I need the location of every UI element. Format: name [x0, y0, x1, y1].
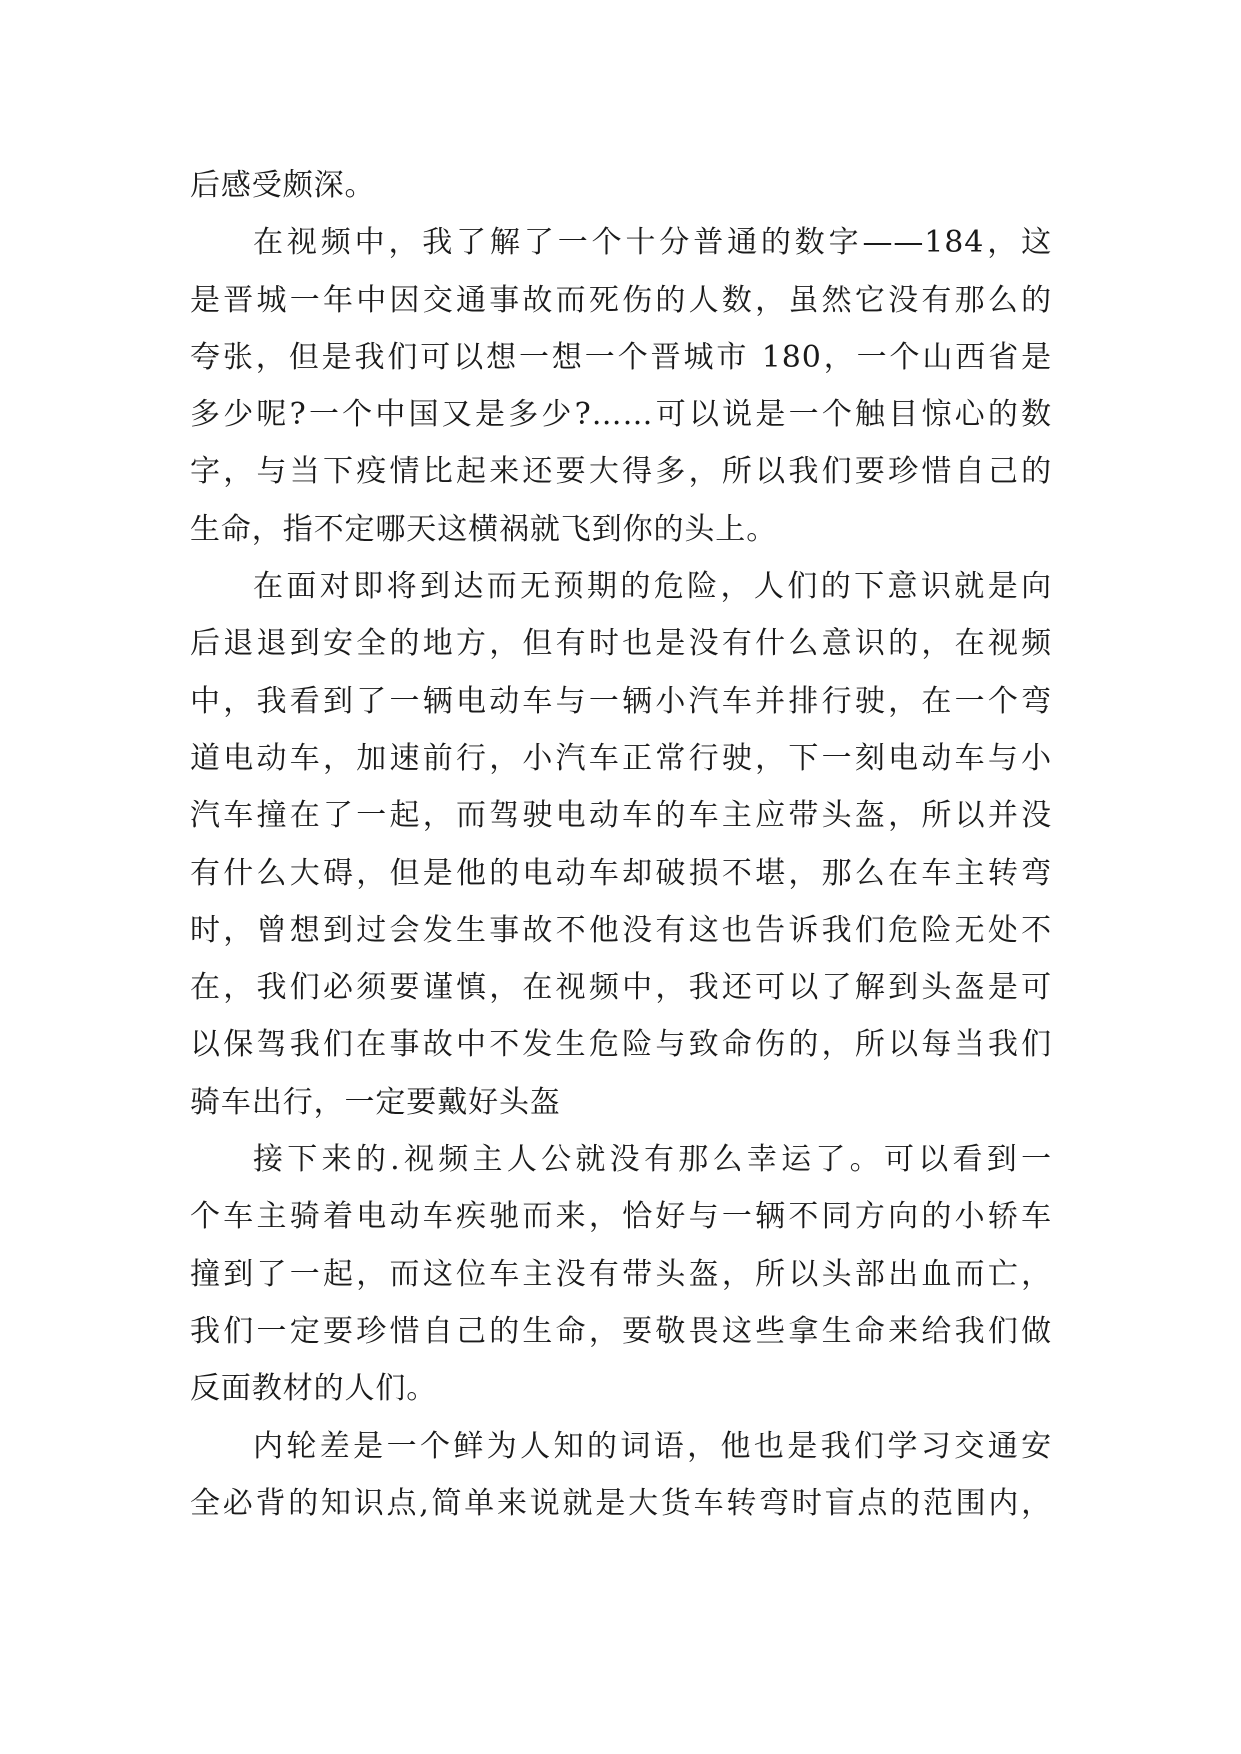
- text-line: 全必背的知识点,简单来说就是大货车转弯时盲点的范围内，: [190, 1485, 1052, 1521]
- text-line: 反面教材的人们。: [190, 1371, 438, 1407]
- text-line: 汽车撞在了一起，而驾驶电动车的车主应带头盔，所以并没: [190, 798, 1052, 834]
- text-line: 后感受颇深。: [190, 168, 376, 203]
- paragraph: [190, 214, 1052, 558]
- paragraph: [190, 558, 1052, 1131]
- text-line: 我们一定要珍惜自己的生命，要敬畏这些拿生命来给我们做: [190, 1313, 1052, 1349]
- text-line: 字，与当下疫情比起来还要大得多，所以我们要珍惜自己的: [190, 454, 1052, 490]
- text-line: 撞到了一起，而这位车主没有带头盔，所以头部出血而亡，: [190, 1256, 1052, 1292]
- text-line: 在视频中，我了解了一个十分普通的数字——184，这: [253, 225, 1052, 261]
- text-line: 内轮差是一个鲜为人知的词语，他也是我们学习交通安: [253, 1428, 1052, 1464]
- text-line: 个车主骑着电动车疾驰而来，恰好与一辆不同方向的小轿车: [190, 1199, 1052, 1235]
- text-line: 时，曾想到过会发生事故不他没有这也告诉我们危险无处不: [190, 912, 1052, 948]
- text-line: 在，我们必须要谨慎，在视频中，我还可以了解到头盔是可: [190, 970, 1052, 1006]
- text-line: 多少呢?一个中国又是多少?……可以说是一个触目惊心的数: [190, 397, 1052, 433]
- text-line: 后退退到安全的地方，但有时也是没有什么意识的，在视频: [190, 626, 1052, 662]
- text-line: 有什么大碍，但是他的电动车却破损不堪，那么在车主转弯: [190, 855, 1052, 891]
- text-line: 道电动车，加速前行，小汽车正常行驶，下一刻电动车与小: [190, 740, 1052, 776]
- paragraph: [190, 1418, 1052, 1533]
- text-line: 在面对即将到达而无预期的危险，人们的下意识就是向: [253, 569, 1052, 605]
- text-line: 中，我看到了一辆电动车与一辆小汽车并排行驶，在一个弯: [190, 683, 1052, 719]
- paragraph: [190, 157, 1052, 214]
- document-body: [190, 157, 1052, 1532]
- text-line: 是晋城一年中因交通事故而死伤的人数，虽然它没有那么的: [190, 282, 1052, 318]
- text-line: 骑车出行，一定要戴好头盔: [190, 1084, 561, 1120]
- text-line: 生命，指不定哪天这横祸就飞到你的头上。: [190, 511, 778, 547]
- text-line: 接下来的.视频主人公就没有那么幸运了。可以看到一: [253, 1142, 1052, 1178]
- text-line: 以保驾我们在事故中不发生危险与致命伤的，所以每当我们: [190, 1027, 1052, 1063]
- paragraph: [190, 1131, 1052, 1417]
- text-line: 夸张，但是我们可以想一想一个晋城市 180，一个山西省是: [190, 339, 1052, 375]
